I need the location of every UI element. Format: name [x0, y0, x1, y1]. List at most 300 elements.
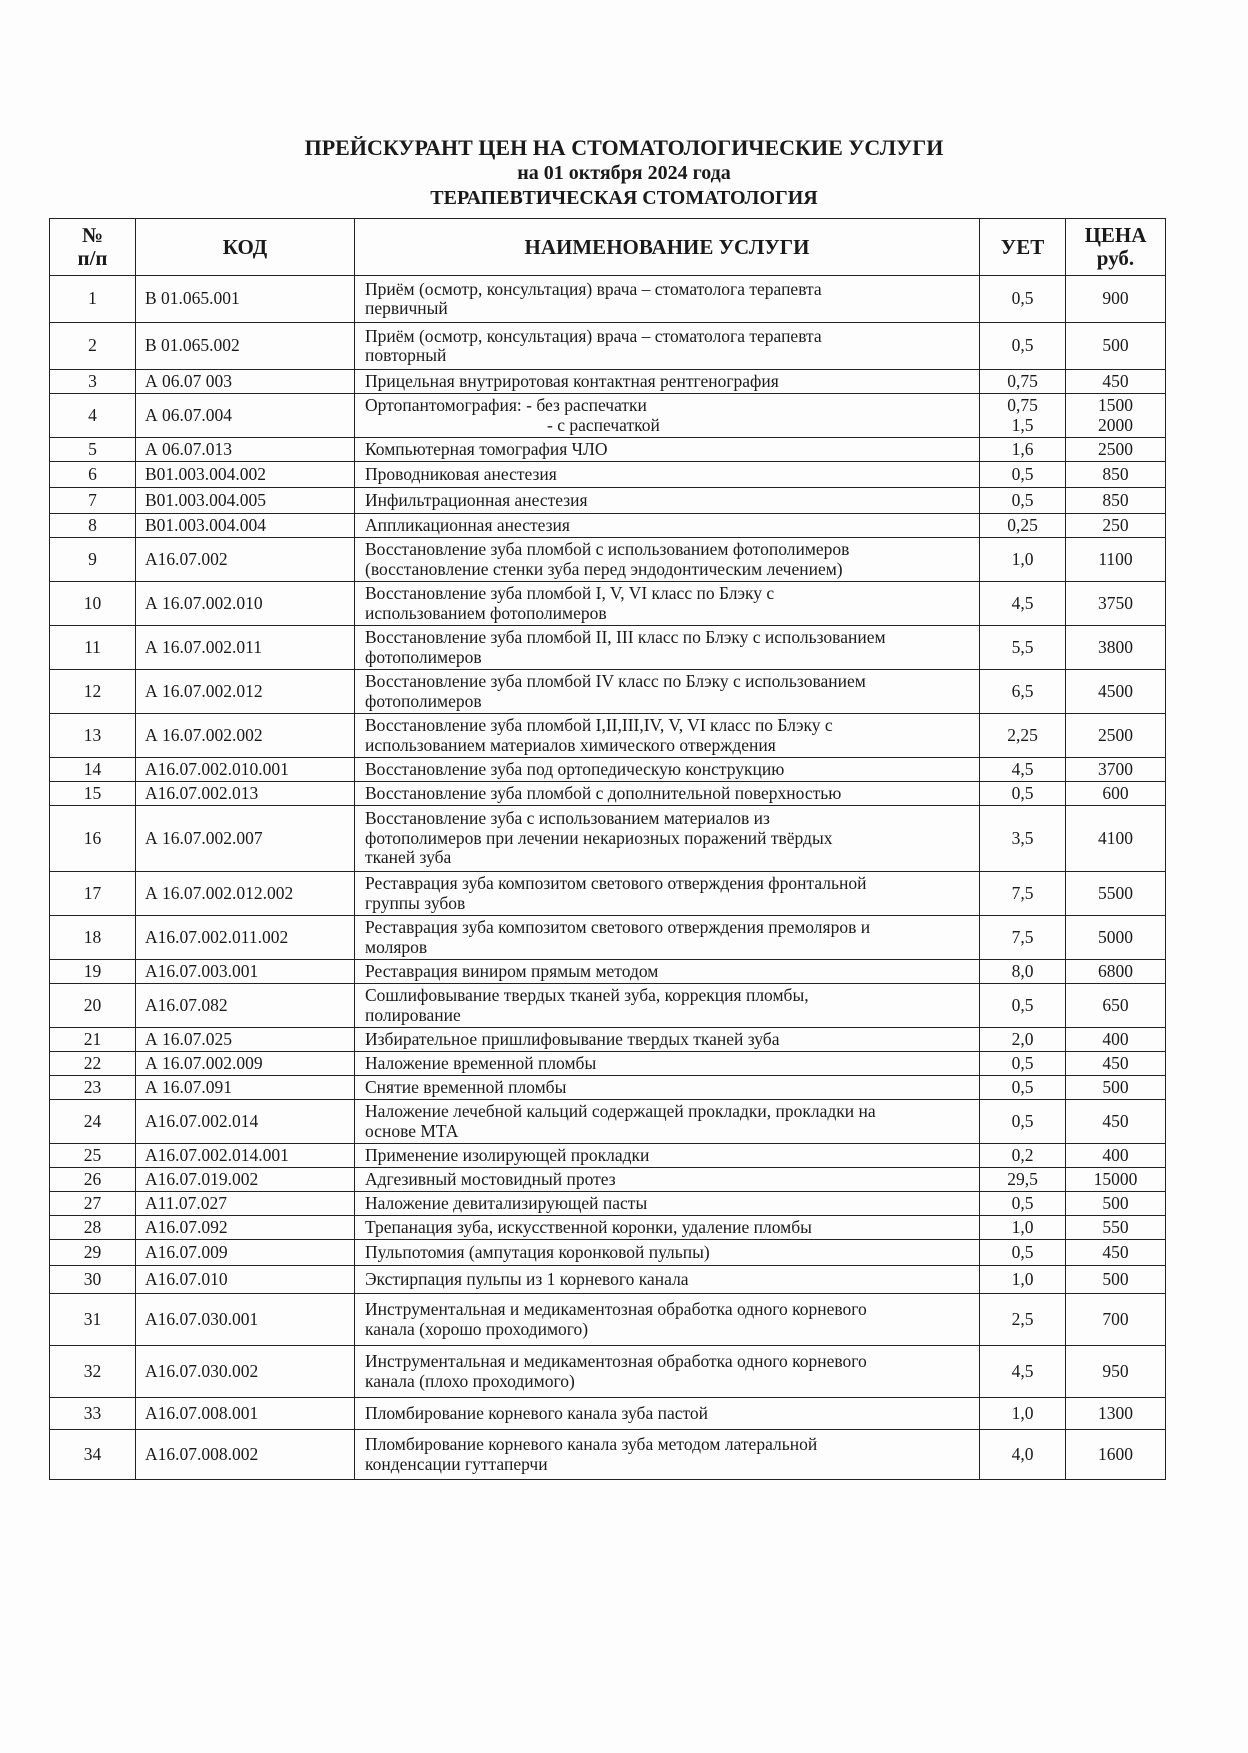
- cell-uet: [980, 1052, 1066, 1076]
- table-row: [50, 1294, 1166, 1346]
- cell-service-name: [355, 1294, 980, 1346]
- uet-line: 3,5: [1011, 827, 1034, 848]
- price-line: 5000: [1098, 926, 1133, 947]
- name-line: канала (хорошо проходимого): [365, 1318, 589, 1339]
- cell-service-name: [355, 670, 980, 714]
- name-line: Адгезивный мостовидный протез: [365, 1168, 616, 1189]
- uet-line: 0,5: [1011, 1076, 1034, 1097]
- price-line: 900: [1102, 288, 1129, 309]
- price-line: 1100: [1098, 548, 1133, 569]
- cell-uet: [980, 1100, 1066, 1144]
- uet-line: 0,5: [1011, 489, 1034, 510]
- price-line: 450: [1102, 1241, 1129, 1262]
- cell-price: [1066, 984, 1166, 1028]
- cell-num: 33: [50, 1398, 136, 1430]
- cell-code: А16.07.002.011.002: [136, 916, 355, 960]
- cell-code: В 01.065.001: [136, 276, 355, 323]
- table-row: [50, 1430, 1166, 1480]
- name-line: Инфильтрационная анестезия: [365, 489, 588, 510]
- cell-service-name: [355, 276, 980, 323]
- cell-uet: [980, 1028, 1066, 1052]
- table-row: [50, 538, 1166, 582]
- cell-uet: [980, 1192, 1066, 1216]
- cell-code: А16.07.003.001: [136, 960, 355, 984]
- table-row: [50, 488, 1166, 514]
- uet-line: 0,5: [1011, 782, 1034, 803]
- name-line: группы зубов: [365, 892, 466, 913]
- table-row: [50, 670, 1166, 714]
- name-line: Компьютерная томография ЧЛО: [365, 438, 608, 459]
- price-line: 650: [1102, 994, 1129, 1015]
- name-line: Трепанация зуба, искусственной коронки, удаление пломбы: [365, 1216, 812, 1237]
- cell-code: А16.07.002.010.001: [136, 758, 355, 782]
- price-line: 2500: [1098, 438, 1133, 459]
- price-line: 500: [1102, 1076, 1129, 1097]
- uet-line: 7,5: [1011, 882, 1034, 903]
- cell-price: [1066, 806, 1166, 872]
- cell-service-name: [355, 782, 980, 806]
- price-line: 500: [1102, 1268, 1129, 1289]
- name-line: Наложение временной пломбы: [365, 1052, 597, 1073]
- cell-price: [1066, 626, 1166, 670]
- name-line: Восстановление зуба пломбой IV класс по Блэку с использованием: [365, 671, 866, 691]
- table-row: [50, 276, 1166, 323]
- uet-line: 1,5: [1011, 414, 1034, 435]
- cell-uet: [980, 1430, 1066, 1480]
- name-line: Восстановление зуба пломбой II, III класс по Блэку с использованием: [365, 627, 886, 647]
- name-line: Восстановление зуба пломбой I,II,III,IV, V, VI класс по Блэку с: [365, 715, 833, 735]
- uet-line: 4,5: [1011, 758, 1034, 779]
- cell-num: 13: [50, 714, 136, 758]
- cell-price: [1066, 1192, 1166, 1216]
- table-row: [50, 323, 1166, 370]
- name-line: Восстановление зуба пломбой с дополнительной поверхностью: [365, 782, 842, 803]
- cell-num: 6: [50, 462, 136, 488]
- cell-price: [1066, 1144, 1166, 1168]
- price-line: 3750: [1098, 592, 1133, 613]
- cell-service-name: [355, 806, 980, 872]
- name-line: повторный: [365, 345, 447, 365]
- name-line: основе МТА: [365, 1120, 459, 1141]
- document-title: ПРЕЙСКУРАНТ ЦЕН НА СТОМАТОЛОГИЧЕСКИЕ УСЛУГИ: [304, 135, 944, 160]
- cell-price: [1066, 438, 1166, 462]
- cell-num: 22: [50, 1052, 136, 1076]
- name-line: Сошлифовывание твердых тканей зуба, коррекция пломбы,: [365, 985, 809, 1005]
- cell-service-name: [355, 1398, 980, 1430]
- cell-code: А16.07.019.002: [136, 1168, 355, 1192]
- price-line: 1500: [1098, 395, 1133, 415]
- price-line: 5500: [1098, 882, 1133, 903]
- name-line: Восстановление зуба с использованием материалов из: [365, 808, 770, 829]
- price-line: 700: [1102, 1308, 1129, 1329]
- cell-uet: [980, 758, 1066, 782]
- cell-service-name: [355, 1028, 980, 1052]
- cell-code: В01.003.004.005: [136, 488, 355, 514]
- uet-line: 0,5: [1011, 1110, 1034, 1131]
- document-date: на 01 октября 2024 года: [517, 162, 731, 184]
- name-line: фотополимеров: [365, 690, 482, 711]
- cell-uet: [980, 1240, 1066, 1266]
- price-line: 850: [1102, 463, 1129, 484]
- cell-price: [1066, 1076, 1166, 1100]
- cell-code: А 16.07.002.007: [136, 806, 355, 872]
- name-line: Прицельная внутриротовая контактная рентгенография: [365, 370, 779, 391]
- table-row: [50, 1076, 1166, 1100]
- cell-service-name: [355, 1216, 980, 1240]
- cell-num: 17: [50, 872, 136, 916]
- cell-code: А16.07.009: [136, 1240, 355, 1266]
- cell-code: В01.003.004.004: [136, 514, 355, 538]
- table-row: [50, 394, 1166, 438]
- table-row: [50, 758, 1166, 782]
- price-line: 15000: [1093, 1168, 1138, 1189]
- table-row: [50, 714, 1166, 758]
- cell-uet: [980, 960, 1066, 984]
- cell-price: [1066, 323, 1166, 370]
- cell-price: [1066, 514, 1166, 538]
- uet-line: 4,0: [1011, 1443, 1034, 1464]
- price-table: [49, 218, 1166, 1480]
- name-line: фотополимеров при лечении некариозных поражений твёрдых: [365, 827, 833, 848]
- name-line: (восстановление стенки зуба перед эндодонтическим лечением): [365, 558, 843, 579]
- cell-service-name: [355, 714, 980, 758]
- table-row: [50, 1216, 1166, 1240]
- name-line: Пломбирование корневого канала зуба пастой: [365, 1402, 709, 1423]
- uet-line: 0,2: [1011, 1144, 1034, 1165]
- table-row: [50, 916, 1166, 960]
- price-line: 4500: [1098, 680, 1133, 701]
- cell-uet: [980, 276, 1066, 323]
- price-line: 3800: [1098, 636, 1133, 657]
- table-row: [50, 626, 1166, 670]
- cell-num: 16: [50, 806, 136, 872]
- cell-num: 14: [50, 758, 136, 782]
- cell-num: 10: [50, 582, 136, 626]
- uet-line: 0,5: [1011, 1192, 1034, 1213]
- cell-num: 2: [50, 323, 136, 370]
- name-line: Наложение девитализирующей пасты: [365, 1192, 648, 1213]
- cell-service-name: [355, 538, 980, 582]
- price-line: 850: [1102, 489, 1129, 510]
- cell-num: 34: [50, 1430, 136, 1480]
- uet-line: 2,25: [1007, 724, 1038, 745]
- cell-uet: [980, 872, 1066, 916]
- table-row: [50, 1346, 1166, 1398]
- cell-code: А16.07.008.001: [136, 1398, 355, 1430]
- cell-code: А 16.07.002.002: [136, 714, 355, 758]
- name-line: Наложение лечебной кальций содержащей прокладки, прокладки на: [365, 1101, 876, 1121]
- price-line: 1300: [1098, 1402, 1133, 1423]
- table-row: [50, 806, 1166, 872]
- cell-num: 24: [50, 1100, 136, 1144]
- cell-price: [1066, 394, 1166, 438]
- cell-code: А16.07.002.014: [136, 1100, 355, 1144]
- uet-line: 0,5: [1011, 463, 1034, 484]
- cell-code: А 06.07.013: [136, 438, 355, 462]
- cell-num: 19: [50, 960, 136, 984]
- cell-price: [1066, 1430, 1166, 1480]
- price-line: 3700: [1098, 758, 1133, 779]
- name-line: Инструментальная и медикаментозная обработка одного корневого: [365, 1351, 867, 1371]
- table-row: [50, 462, 1166, 488]
- price-line: 500: [1102, 1192, 1129, 1213]
- cell-code: А16.07.030.001: [136, 1294, 355, 1346]
- table-row: [50, 1028, 1166, 1052]
- cell-price: [1066, 582, 1166, 626]
- cell-num: 32: [50, 1346, 136, 1398]
- cell-price: [1066, 370, 1166, 394]
- name-line: первичный: [365, 298, 448, 318]
- cell-price: [1066, 1028, 1166, 1052]
- uet-line: 1,0: [1011, 1402, 1034, 1423]
- cell-service-name: [355, 1076, 980, 1100]
- uet-line: 29,5: [1007, 1168, 1038, 1189]
- uet-line: 0,5: [1011, 1052, 1034, 1073]
- table-row: [50, 370, 1166, 394]
- cell-uet: [980, 626, 1066, 670]
- uet-line: 7,5: [1011, 926, 1034, 947]
- cell-code: А 16.07.025: [136, 1028, 355, 1052]
- cell-uet: [980, 782, 1066, 806]
- name-line: Аппликационная анестезия: [365, 514, 570, 535]
- price-line: 6800: [1098, 960, 1133, 981]
- name-line: использованием материалов химического отверждения: [365, 734, 776, 755]
- cell-num: 9: [50, 538, 136, 582]
- cell-num: 25: [50, 1144, 136, 1168]
- cell-num: 30: [50, 1266, 136, 1294]
- price-line: 450: [1102, 1110, 1129, 1131]
- cell-uet: [980, 582, 1066, 626]
- uet-line: 0,5: [1011, 994, 1034, 1015]
- name-line: моляров: [365, 936, 428, 957]
- cell-uet: [980, 438, 1066, 462]
- table-row: [50, 1192, 1166, 1216]
- cell-price: [1066, 782, 1166, 806]
- table-row: [50, 1168, 1166, 1192]
- table-row: [50, 782, 1166, 806]
- document-header: [0, 134, 1248, 211]
- cell-service-name: [355, 1346, 980, 1398]
- cell-price: [1066, 462, 1166, 488]
- name-line: канала (плохо проходимого): [365, 1370, 575, 1391]
- cell-price: [1066, 714, 1166, 758]
- name-line: полирование: [365, 1004, 461, 1025]
- cell-service-name: [355, 1430, 980, 1480]
- cell-uet: [980, 1168, 1066, 1192]
- name-line: Пульпотомия (ампутация коронковой пульпы): [365, 1241, 710, 1262]
- name-line: Восстановление зуба под ортопедическую конструкцию: [365, 758, 785, 779]
- cell-code: А 16.07.091: [136, 1076, 355, 1100]
- name-line: Реставрация виниром прямым методом: [365, 960, 659, 981]
- cell-uet: [980, 1144, 1066, 1168]
- table-row: [50, 514, 1166, 538]
- name-line: Инструментальная и медикаментозная обработка одного корневого: [365, 1299, 867, 1319]
- cell-price: [1066, 1398, 1166, 1430]
- name-line: Пломбирование корневого канала зуба методом латеральной: [365, 1434, 818, 1454]
- cell-code: А 16.07.002.012: [136, 670, 355, 714]
- cell-num: 15: [50, 782, 136, 806]
- cell-num: 28: [50, 1216, 136, 1240]
- cell-service-name: [355, 1192, 980, 1216]
- price-line: 400: [1102, 1144, 1129, 1165]
- name-line: тканей зуба: [365, 847, 452, 868]
- cell-price: [1066, 1168, 1166, 1192]
- header-name: НАИМЕНОВАНИЕ УСЛУГИ: [355, 219, 980, 276]
- cell-price: [1066, 1052, 1166, 1076]
- cell-num: 29: [50, 1240, 136, 1266]
- table-row: [50, 984, 1166, 1028]
- table-row: [50, 1240, 1166, 1266]
- uet-line: 2,5: [1011, 1308, 1034, 1329]
- header-code: КОД: [136, 219, 355, 276]
- uet-line: 8,0: [1011, 960, 1034, 981]
- cell-service-name: [355, 960, 980, 984]
- cell-num: 5: [50, 438, 136, 462]
- name-line: Экстирпация пульпы из 1 корневого канала: [365, 1268, 689, 1289]
- cell-code: А 16.07.002.012.002: [136, 872, 355, 916]
- cell-price: [1066, 1216, 1166, 1240]
- cell-uet: [980, 714, 1066, 758]
- cell-service-name: [355, 1240, 980, 1266]
- table-row: [50, 438, 1166, 462]
- name-line: Избирательное пришлифовывание твердых тканей зуба: [365, 1028, 780, 1049]
- cell-num: 18: [50, 916, 136, 960]
- cell-uet: [980, 323, 1066, 370]
- name-line: Реставрация зуба композитом светового отверждения фронтальной: [365, 873, 867, 893]
- cell-uet: [980, 670, 1066, 714]
- cell-uet: [980, 984, 1066, 1028]
- cell-uet: [980, 1398, 1066, 1430]
- cell-service-name: [355, 323, 980, 370]
- cell-code: А 16.07.002.010: [136, 582, 355, 626]
- cell-uet: [980, 394, 1066, 438]
- cell-service-name: [355, 438, 980, 462]
- cell-code: А16.07.002.014.001: [136, 1144, 355, 1168]
- cell-uet: [980, 1076, 1066, 1100]
- header-uet: УЕТ: [980, 219, 1066, 276]
- cell-service-name: [355, 370, 980, 394]
- cell-code: В 01.065.002: [136, 323, 355, 370]
- cell-code: А16.07.030.002: [136, 1346, 355, 1398]
- cell-service-name: [355, 1052, 980, 1076]
- cell-service-name: [355, 488, 980, 514]
- cell-num: 23: [50, 1076, 136, 1100]
- price-line: 1600: [1098, 1443, 1133, 1464]
- name-line: Восстановление зуба пломбой I, V, VI класс по Блэку с: [365, 583, 775, 603]
- cell-code: А16.07.082: [136, 984, 355, 1028]
- name-line: фотополимеров: [365, 646, 482, 667]
- cell-uet: [980, 1216, 1066, 1240]
- uet-line: 0,5: [1011, 335, 1034, 356]
- price-line: 250: [1102, 514, 1129, 535]
- cell-price: [1066, 872, 1166, 916]
- uet-line: 1,0: [1011, 1268, 1034, 1289]
- table-row: [50, 1100, 1166, 1144]
- table-row: [50, 1052, 1166, 1076]
- cell-uet: [980, 488, 1066, 514]
- price-line: 600: [1102, 782, 1129, 803]
- cell-code: А 06.07.004: [136, 394, 355, 438]
- cell-price: [1066, 758, 1166, 782]
- cell-num: 3: [50, 370, 136, 394]
- name-line: использованием фотополимеров: [365, 602, 607, 623]
- cell-code: А16.07.092: [136, 1216, 355, 1240]
- cell-service-name: [355, 1144, 980, 1168]
- cell-price: [1066, 276, 1166, 323]
- table-row: [50, 582, 1166, 626]
- name-line: Применение изолирующей прокладки: [365, 1144, 650, 1165]
- name-line: Проводниковая анестезия: [365, 463, 557, 484]
- cell-uet: [980, 462, 1066, 488]
- cell-code: В01.003.004.002: [136, 462, 355, 488]
- cell-uet: [980, 806, 1066, 872]
- cell-price: [1066, 916, 1166, 960]
- cell-num: 31: [50, 1294, 136, 1346]
- cell-price: [1066, 538, 1166, 582]
- cell-code: А16.07.002.013: [136, 782, 355, 806]
- uet-line: 0,75: [1007, 370, 1038, 391]
- cell-num: 21: [50, 1028, 136, 1052]
- cell-uet: [980, 538, 1066, 582]
- cell-code: А16.07.002: [136, 538, 355, 582]
- cell-service-name: [355, 872, 980, 916]
- price-line: 4100: [1098, 827, 1133, 848]
- uet-line: 1,0: [1011, 548, 1034, 569]
- section-title: ТЕРАПЕВТИЧЕСКАЯ СТОМАТОЛОГИЯ: [430, 187, 818, 209]
- cell-code: А 06.07 003: [136, 370, 355, 394]
- cell-num: 11: [50, 626, 136, 670]
- cell-service-name: [355, 758, 980, 782]
- cell-num: 26: [50, 1168, 136, 1192]
- cell-uet: [980, 916, 1066, 960]
- table-row: [50, 1266, 1166, 1294]
- name-line: конденсации гуттаперчи: [365, 1453, 548, 1474]
- cell-service-name: [355, 394, 980, 438]
- header-price: ЦЕНА руб.: [1066, 219, 1166, 276]
- price-line: 450: [1102, 1052, 1129, 1073]
- cell-service-name: [355, 1168, 980, 1192]
- cell-service-name: [355, 984, 980, 1028]
- cell-num: 1: [50, 276, 136, 323]
- table-row: [50, 1398, 1166, 1430]
- price-line: 500: [1102, 335, 1129, 356]
- cell-uet: [980, 514, 1066, 538]
- cell-num: 27: [50, 1192, 136, 1216]
- cell-service-name: [355, 514, 980, 538]
- uet-line: 4,5: [1011, 1360, 1034, 1381]
- cell-price: [1066, 960, 1166, 984]
- price-line: 2500: [1098, 724, 1133, 745]
- cell-num: 7: [50, 488, 136, 514]
- cell-uet: [980, 1266, 1066, 1294]
- cell-price: [1066, 1266, 1166, 1294]
- price-line: 2000: [1098, 414, 1133, 435]
- cell-price: [1066, 1294, 1166, 1346]
- name-line: Восстановление зуба пломбой с использованием фотополимеров: [365, 539, 850, 559]
- cell-price: [1066, 488, 1166, 514]
- cell-service-name: [355, 1100, 980, 1144]
- name-line: Приём (осмотр, консультация) врача – стоматолога терапевта: [365, 325, 822, 346]
- uet-line: 1,0: [1011, 1216, 1034, 1237]
- cell-code: А16.07.008.002: [136, 1430, 355, 1480]
- uet-line: 0,25: [1007, 514, 1038, 535]
- uet-line: 0,5: [1011, 1241, 1034, 1262]
- cell-num: 8: [50, 514, 136, 538]
- cell-uet: [980, 1346, 1066, 1398]
- uet-line: 2,0: [1011, 1028, 1034, 1049]
- uet-line: 6,5: [1011, 680, 1034, 701]
- table-row: [50, 872, 1166, 916]
